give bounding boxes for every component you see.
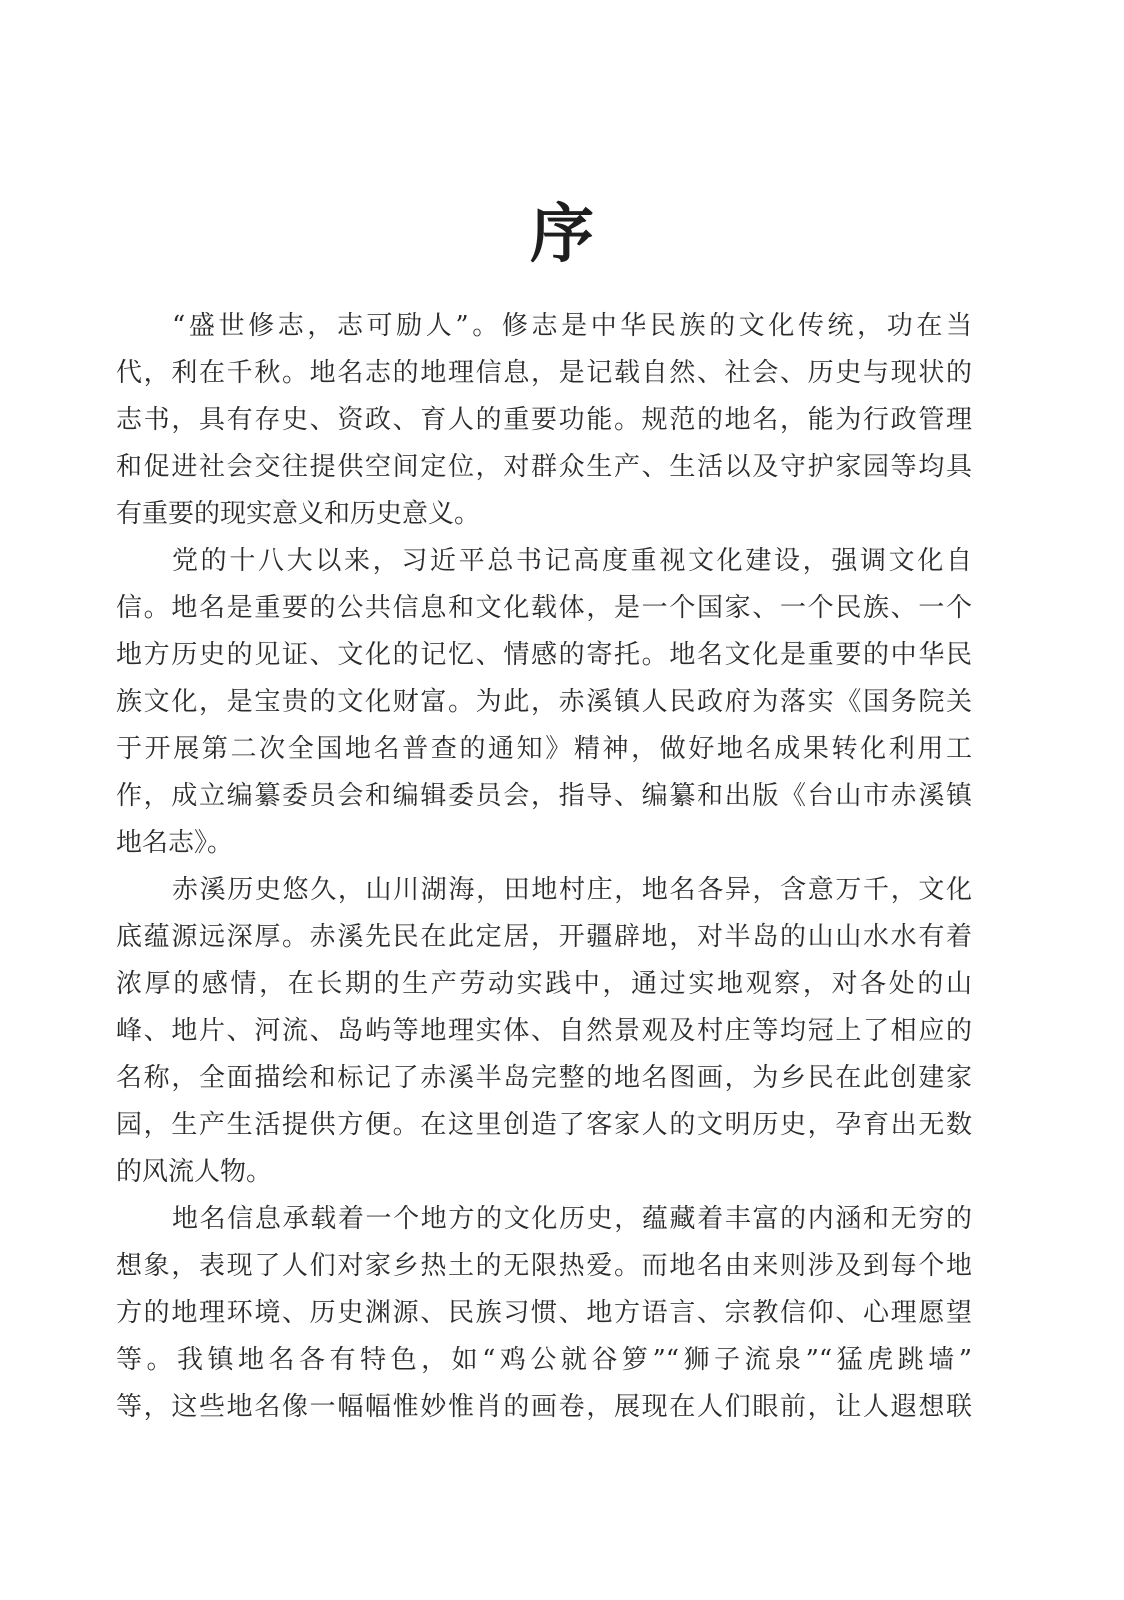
text-line: 等，这些地名像一幅幅惟妙惟肖的画卷，展现在人们眼前，让人遐想联	[116, 1392, 972, 1422]
text-line: 于开展第二次全国地名普查的通知》精神，做好地名成果转化利用工	[116, 734, 972, 764]
text-line: 有重要的现实意义和历史意义。	[116, 499, 481, 529]
text-line: 浓厚的感情，在长期的生产劳动实践中，通过实地观察，对各处的山	[116, 969, 972, 999]
text-line: 党的十八大以来，习近平总书记高度重视文化建设，强调文化自	[172, 546, 972, 576]
text-line: 想象，表现了人们对家乡热土的无限热爱。而地名由来则涉及到每个地	[116, 1251, 972, 1281]
text-line: 园，生产生活提供方便。在这里创造了客家人的文明历史，孕育出无数	[116, 1110, 972, 1140]
text-line: 志书，具有存史、资政、育人的重要功能。规范的地名，能为行政管理	[116, 405, 972, 435]
text-line: 族文化，是宝贵的文化财富。为此，赤溪镇人民政府为落实《国务院关	[116, 687, 972, 717]
body-text	[116, 303, 972, 1431]
text-line: 地名志》。	[116, 828, 234, 858]
text-line: 作，成立编纂委员会和编辑委员会，指导、编纂和出版《台山市赤溪镇	[116, 781, 972, 811]
text-line: 等。我镇地名各有特色，如“鸡公就谷箩”“狮子流泉”“猛虎跳墙”	[116, 1345, 972, 1375]
text-line: 和促进社会交往提供空间定位，对群众生产、生活以及守护家园等均具	[116, 452, 972, 482]
text-line: 的风流人物。	[116, 1157, 273, 1187]
text-line: 峰、地片、河流、岛屿等地理实体、自然景观及村庄等均冠上了相应的	[116, 1016, 972, 1046]
text-line: “盛世修志，志可励人”。修志是中华民族的文化传统，功在当	[172, 311, 972, 341]
text-line: 名称，全面描绘和标记了赤溪半岛完整的地名图画，为乡民在此创建家	[116, 1063, 972, 1093]
text-line: 底蕴源远深厚。赤溪先民在此定居，开疆辟地，对半岛的山山水水有着	[116, 922, 972, 952]
text-line: 方的地理环境、历史渊源、民族习惯、地方语言、宗教信仰、心理愿望	[116, 1298, 972, 1328]
text-line: 地名信息承载着一个地方的文化历史，蕴藏着丰富的内涵和无穷的	[172, 1204, 972, 1234]
text-line: 信。地名是重要的公共信息和文化载体，是一个国家、一个民族、一个	[116, 593, 972, 623]
page-title: 序	[530, 197, 594, 272]
text-line: 代，利在千秋。地名志的地理信息，是记载自然、社会、历史与现状的	[116, 358, 972, 388]
text-line: 赤溪历史悠久，山川湖海，田地村庄，地名各异，含意万千，文化	[172, 875, 972, 905]
text-line: 地方历史的见证、文化的记忆、情感的寄托。地名文化是重要的中华民	[116, 640, 972, 670]
